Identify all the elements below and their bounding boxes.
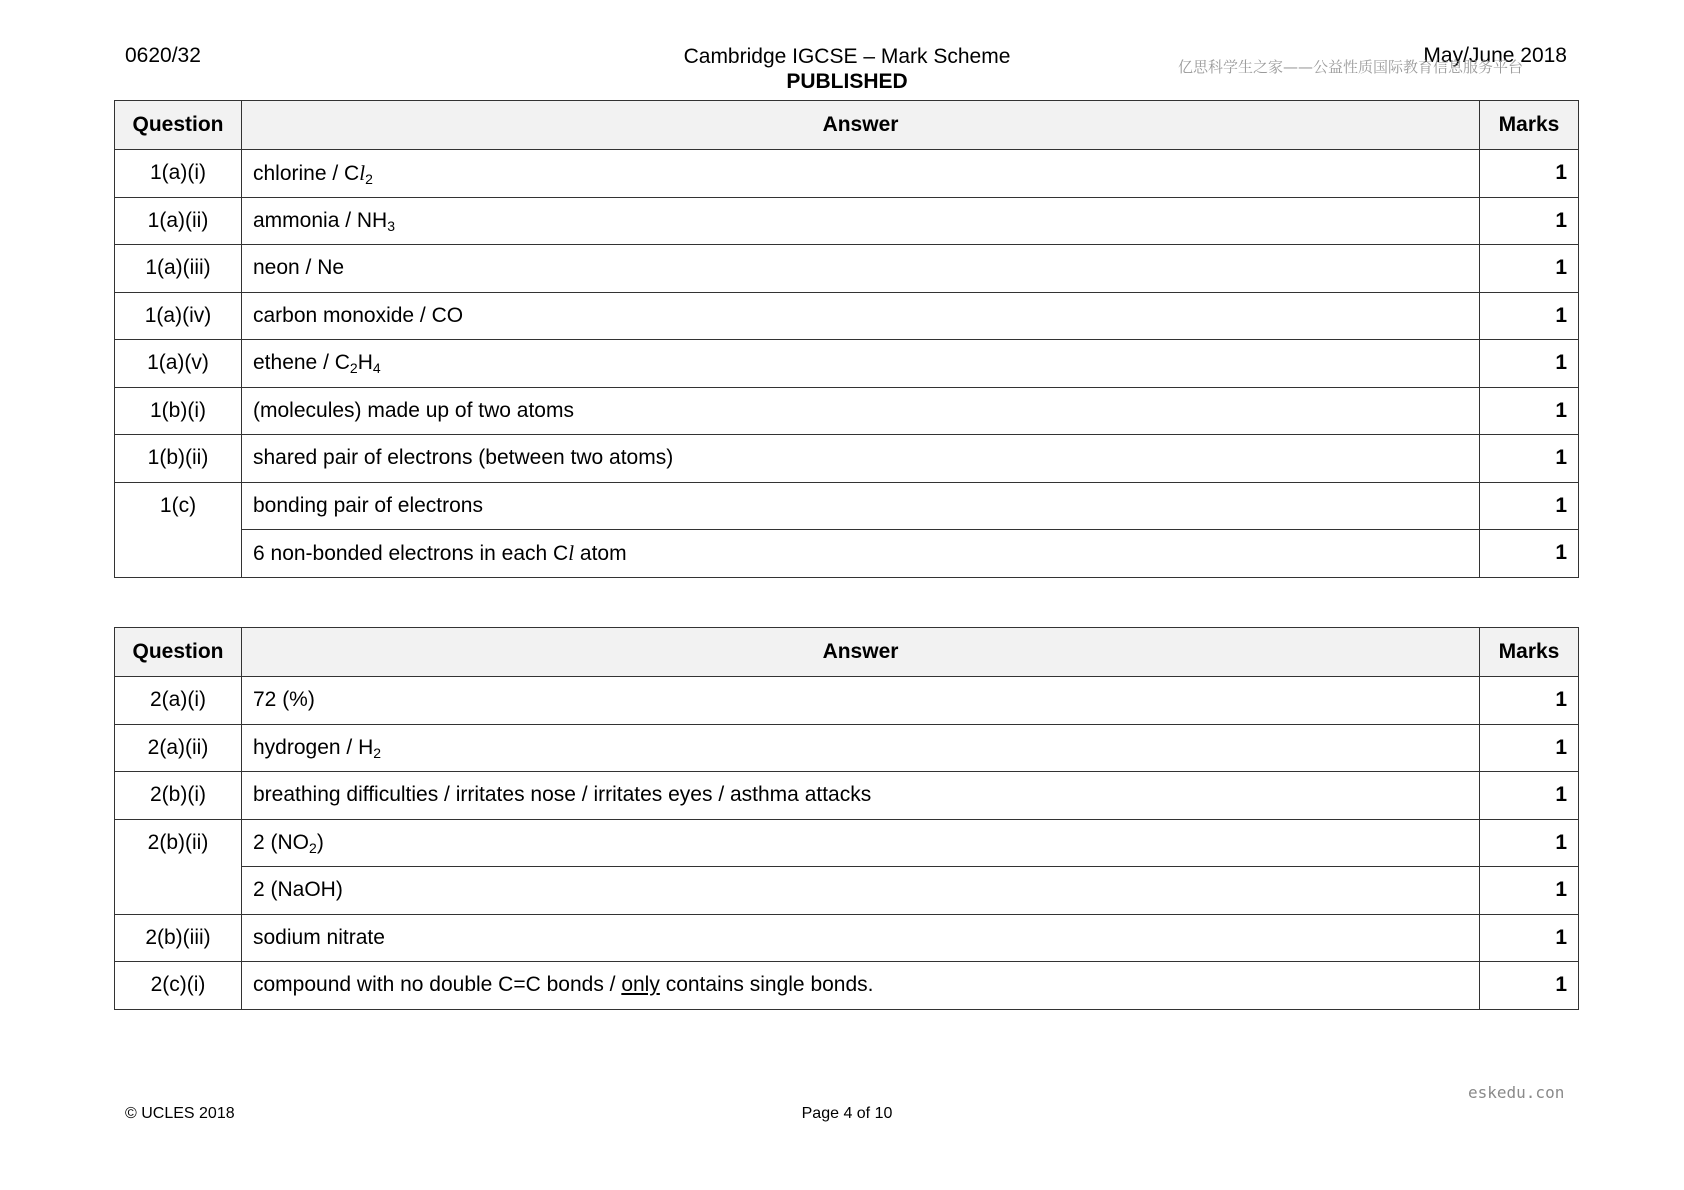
table-row: [115, 340, 1579, 388]
question-cell: 2(c)(i): [115, 962, 242, 1010]
table-row: [115, 150, 1579, 198]
answer-cell: 6 non-bonded electrons in each Cl atom: [242, 530, 1480, 578]
status-label: PUBLISHED: [786, 70, 908, 93]
answer-cell: ethene / $C_2H_4$: [242, 340, 1480, 388]
mark-scheme-table-2: [114, 627, 1579, 1010]
table-row: [115, 962, 1579, 1010]
answer-cell: sodium nitrate: [242, 914, 1480, 962]
marks-cell: 1: [1480, 482, 1579, 530]
copyright: © UCLES 2018: [125, 1105, 235, 1122]
answer-cell: neon / Ne: [242, 245, 1480, 293]
marks-cell: 1: [1480, 340, 1579, 388]
question-cell: 1(a)(iv): [115, 292, 242, 340]
marks-cell: 1: [1480, 197, 1579, 245]
table-row: [115, 387, 1579, 435]
table-row: [115, 435, 1579, 483]
question-cell: 1(b)(ii): [115, 435, 242, 483]
answer-header: Answer: [242, 628, 1480, 677]
answer-cell: ammonia / $NH_3$: [242, 197, 1480, 245]
document-title: Cambridge IGCSE – Mark Scheme: [683, 45, 1011, 68]
table-row: [115, 819, 1579, 867]
answer-cell: (molecules) made up of two atoms: [242, 387, 1480, 435]
marks-cell: 1: [1480, 724, 1579, 772]
watermark-text: 亿思科学生之家——公益性质国际教育信息服务平台: [1178, 58, 1524, 76]
table-row: [115, 530, 1579, 578]
page-number: Page 4 of 10: [801, 1105, 893, 1122]
table-header-row: [115, 101, 1579, 150]
marks-header: Marks: [1480, 101, 1579, 150]
paper-code: 0620/32: [125, 44, 201, 67]
marks-cell: 1: [1480, 962, 1579, 1010]
marks-cell: 1: [1480, 677, 1579, 725]
table-row: [115, 867, 1579, 915]
question-cell: 1(a)(iii): [115, 245, 242, 293]
marks-cell: 1: [1480, 435, 1579, 483]
question-cell: 2(b)(i): [115, 772, 242, 820]
table-row: [115, 724, 1579, 772]
answer-cell: 72 (%): [242, 677, 1480, 725]
marks-cell: 1: [1480, 387, 1579, 435]
answer-cell: chlorine / $Cl_2$: [242, 150, 1480, 198]
question-cell: 2(a)(ii): [115, 724, 242, 772]
marks-cell: 1: [1480, 150, 1579, 198]
table-row: [115, 245, 1579, 293]
table-header-row: [115, 628, 1579, 677]
table-row: [115, 482, 1579, 530]
table-row: [115, 914, 1579, 962]
marks-cell: 1: [1480, 914, 1579, 962]
answer-cell: 2 $(NO_2)$: [242, 819, 1480, 867]
question-header: Question: [115, 628, 242, 677]
table-row: [115, 677, 1579, 725]
question-header: Question: [115, 101, 242, 150]
question-cell: 2(b)(ii): [115, 819, 242, 914]
question-cell: 1(a)(ii): [115, 197, 242, 245]
marks-cell: 1: [1480, 530, 1579, 578]
question-cell: 1(a)(i): [115, 150, 242, 198]
exam-session: May/June 2018: [1423, 44, 1567, 67]
marks-header: Marks: [1480, 628, 1579, 677]
mark-scheme-table-1: [114, 100, 1579, 578]
answer-cell: hydrogen / $H_2$: [242, 724, 1480, 772]
question-cell: 1(a)(v): [115, 340, 242, 388]
table-row: [115, 292, 1579, 340]
watermark-url: eskedu.con: [1468, 1083, 1565, 1102]
question-cell: 2(a)(i): [115, 677, 242, 725]
answer-cell: carbon monoxide / CO: [242, 292, 1480, 340]
question-cell: 2(b)(iii): [115, 914, 242, 962]
answer-cell: bonding pair of electrons: [242, 482, 1480, 530]
answer-header: Answer: [242, 101, 1480, 150]
table-row: [115, 197, 1579, 245]
marks-cell: 1: [1480, 819, 1579, 867]
marks-cell: 1: [1480, 292, 1579, 340]
table-row: [115, 772, 1579, 820]
question-cell: 1(c): [115, 482, 242, 577]
answer-cell: breathing difficulties / irritates nose / irritates eyes / asthma attacks: [242, 772, 1480, 820]
answer-cell: 2 (NaOH): [242, 867, 1480, 915]
marks-cell: 1: [1480, 867, 1579, 915]
question-cell: 1(b)(i): [115, 387, 242, 435]
answer-cell: shared pair of electrons (between two atoms): [242, 435, 1480, 483]
marks-cell: 1: [1480, 245, 1579, 293]
marks-cell: 1: [1480, 772, 1579, 820]
answer-cell: compound with no double C=C bonds / only contains single bonds.: [242, 962, 1480, 1010]
